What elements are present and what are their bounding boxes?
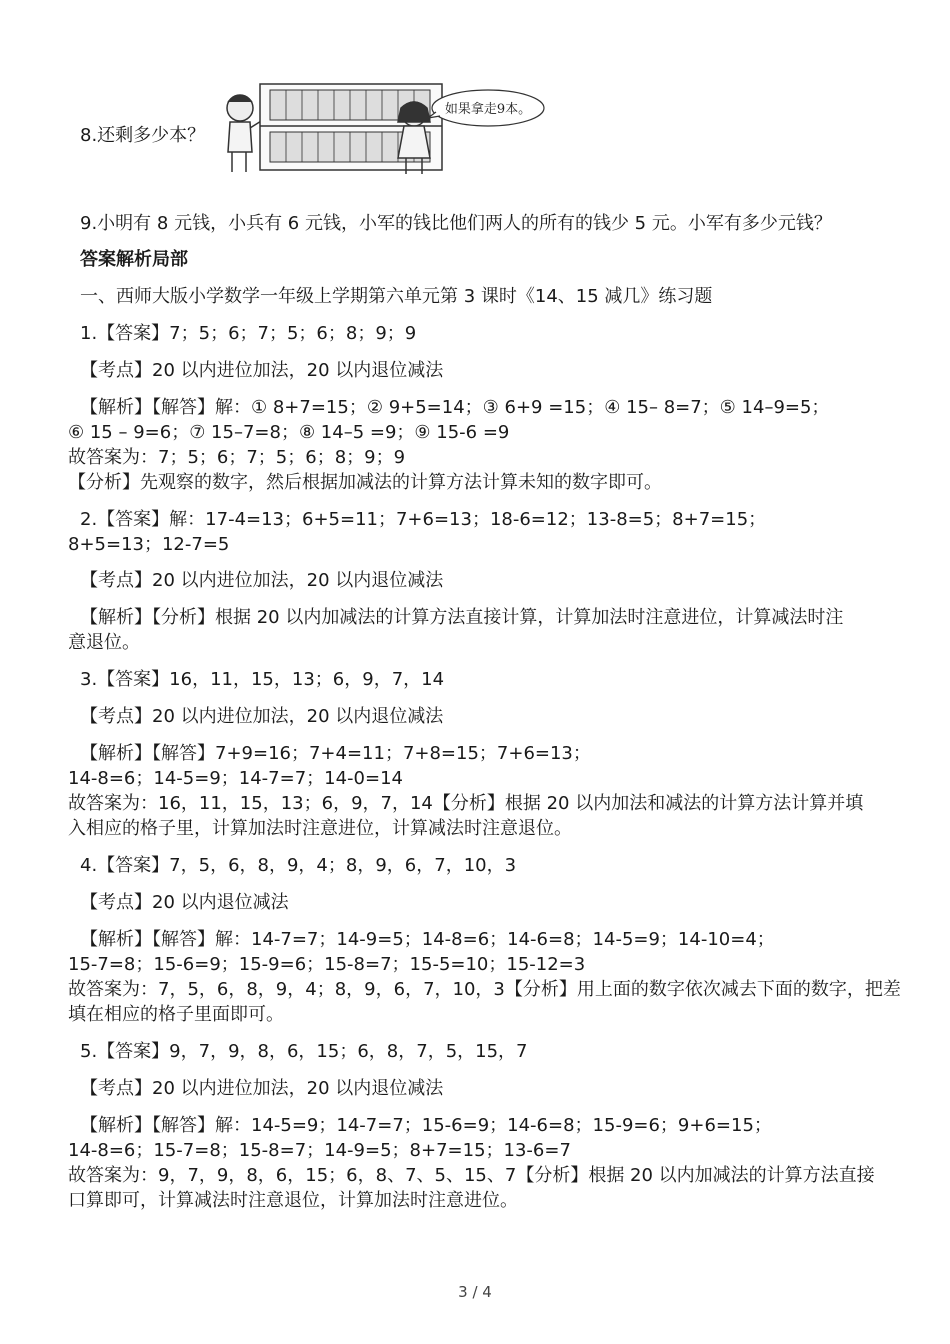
answer-2-point: 【考点】20 以内进位加法，20 以内退位减法	[80, 570, 444, 591]
answer-1-point: 【考点】20 以内进位加法，20 以内退位减法	[80, 360, 444, 381]
answer-1-line-2: ⑥ 15 – 9=6；⑦ 15–7=8；⑧ 14–5 =9；⑨ 15-6 =9	[68, 422, 510, 443]
answer-2-line-1: 2.【答案】解：17-4=13；6+5=11；7+6=13；18-6=12；13-8=5；8+7=15；	[80, 509, 767, 530]
answer-2-analysis-1: 【解析】【分析】根据 20 以内加减法的计算方法直接计算，计算加法时注意进位，计算减法时注	[80, 607, 844, 628]
answer-5-line-4: 口算即可，计算减法时注意退位，计算加法时注意进位。	[68, 1190, 518, 1211]
answer-1: 1.【答案】7；5；6；7；5；6；8；9；9	[80, 323, 417, 344]
answer-4-line-3: 故答案为：7，5，6，8，9，4；8，9，6，7，10，3【分析】用上面的数字依次减去下面的数字，把差	[68, 979, 901, 1000]
answer-1-line-3: 故答案为：7；5；6；7；5；6；8；9；9	[68, 447, 406, 468]
answer-4-line-1: 【解析】【解答】解：14-7=7；14-9=5；14-8=6；14-6=8；14-5=9；14-10=4；	[80, 929, 775, 950]
answer-4-line-2: 15-7=8；15-6=9；15-9=6；15-8=7；15-5=10；15-12=3	[68, 954, 586, 975]
answer-4: 4.【答案】7，5，6，8，9，4；8，9，6，7，10，3	[80, 855, 517, 876]
answer-5-line-2: 14-8=6；15-7=8；15-8=7；14-9=5；8+7=15；13-6=7	[68, 1140, 571, 1161]
unit-title: 一、西师大版小学数学一年级上学期第六单元第 3 课时《14、15 减几》练习题	[80, 286, 713, 307]
answer-3-line-2: 14-8=6；14-5=9；14-7=7；14-0=14	[68, 768, 403, 789]
answer-1-line-1: 【解析】【解答】解：① 8+7=15；② 9+5=14；③ 6+9 =15；④ 15– 8=7；⑤ 14–9=5；	[80, 397, 830, 418]
answer-4-line-4: 填在相应的格子里面即可。	[68, 1004, 284, 1025]
answer-5-point: 【考点】20 以内进位加法，20 以内退位减法	[80, 1078, 444, 1099]
answer-2-line-2: 8+5=13；12-7=5	[68, 534, 230, 555]
bookshelf-illustration	[218, 78, 548, 178]
answer-3-line-4: 入相应的格子里，计算加法时注意进位，计算减法时注意退位。	[68, 818, 572, 839]
speech-bubble-text: 如果拿走9本。	[444, 102, 532, 117]
answer-3-line-3: 故答案为：16，11，15，13；6，9，7，14【分析】根据 20 以内加法和减法的计算方法计算并填	[68, 793, 864, 814]
answer-5-line-3: 故答案为：9，7，9，8，6，15；6，8、7、5、15、7【分析】根据 20 以内加减法的计算方法直接	[68, 1165, 875, 1186]
speech-bubble	[428, 90, 544, 126]
section-title: 答案解析局部	[80, 249, 188, 270]
answer-5-line-1: 【解析】【解答】解：14-5=9；14-7=7；15-6=9；14-6=8；15-9=6；9+6=15；	[80, 1115, 772, 1136]
answer-3-line-1: 【解析】【解答】7+9=16；7+4=11；7+8=15；7+6=13；	[80, 743, 591, 764]
answer-3-point: 【考点】20 以内进位加法，20 以内退位减法	[80, 706, 444, 727]
answer-3: 3.【答案】16，11，15，13；6，9，7，14	[80, 669, 445, 690]
q9-text: 9.小明有 8 元钱，小兵有 6 元钱，小军的钱比他们两人的所有的钱少 5 元。小军有多少元钱？	[80, 213, 832, 234]
page-number: 3 / 4	[458, 1283, 492, 1301]
answer-1-line-4: 【分析】先观察的数字，然后根据加减法的计算方法计算未知的数字即可。	[68, 472, 662, 493]
answer-5: 5.【答案】9，7，9，8，6，15；6，8，7，5，15，7	[80, 1041, 528, 1062]
answer-4-point: 【考点】20 以内退位减法	[80, 892, 289, 913]
q8-text: 8.还剩多少本？	[80, 125, 206, 146]
answer-2-analysis-2: 意退位。	[68, 632, 140, 653]
